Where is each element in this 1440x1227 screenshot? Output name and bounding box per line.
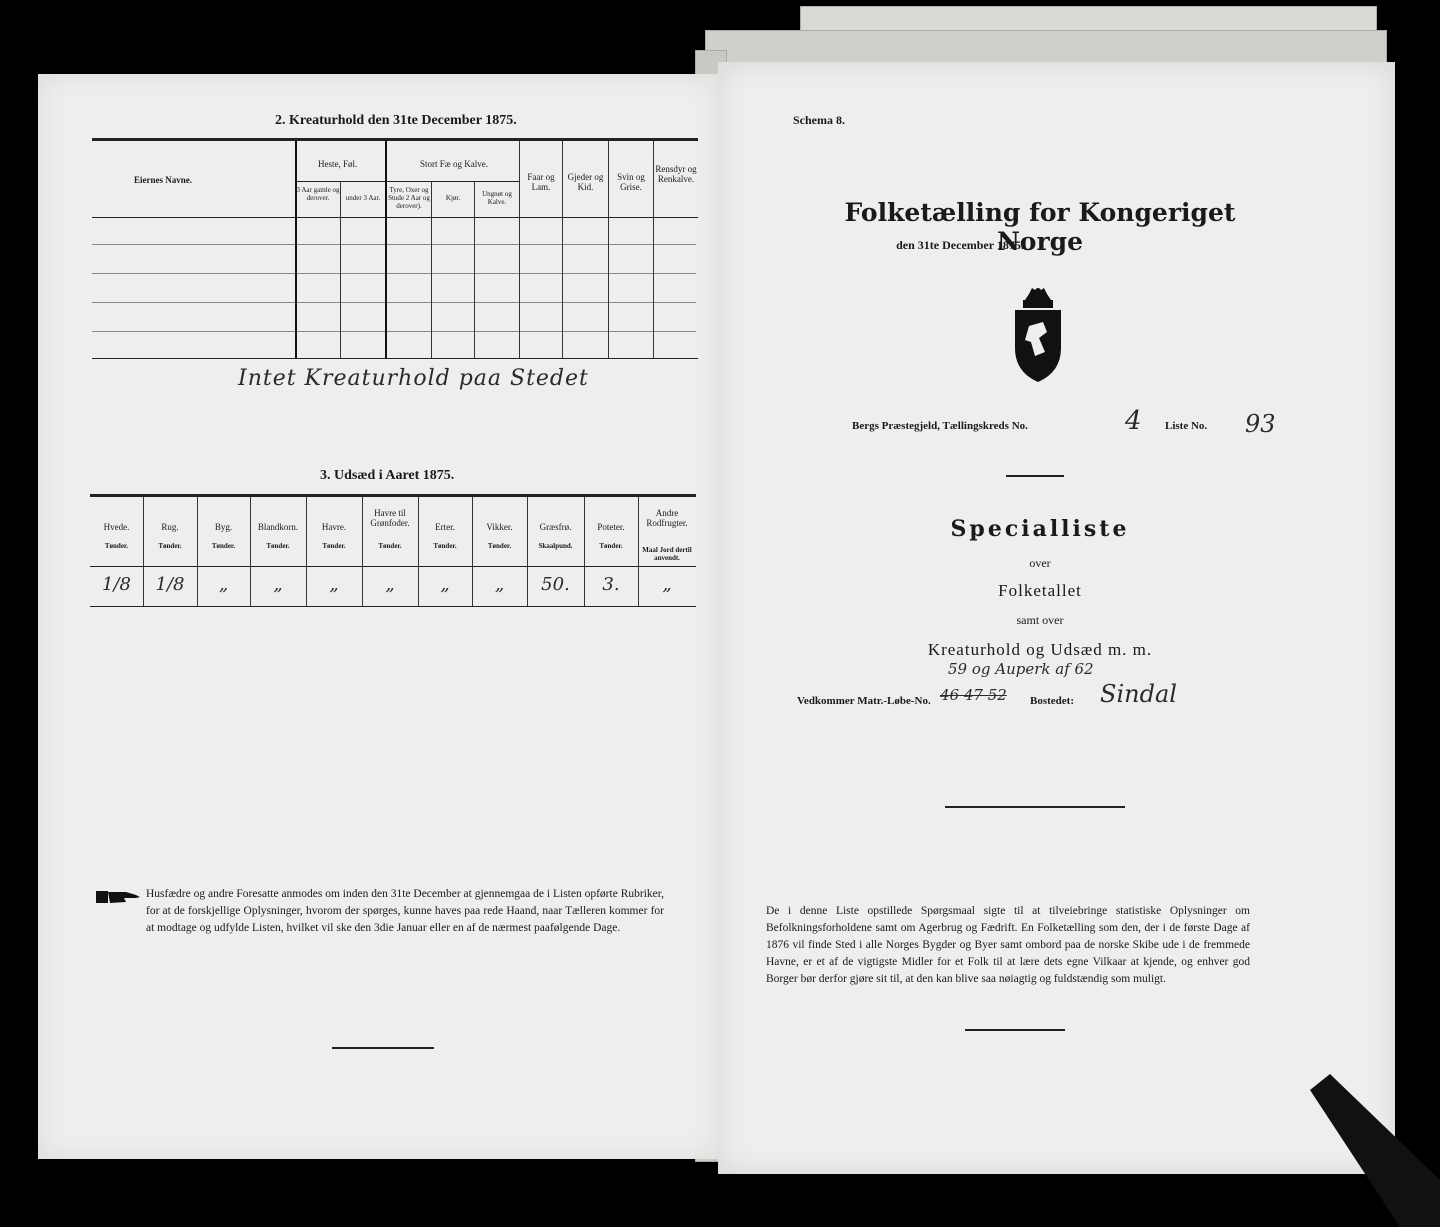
section3-col-unit: Maal Jord dertil anvendt. bbox=[642, 546, 692, 562]
col-line bbox=[519, 141, 520, 359]
section2-row-line bbox=[92, 273, 696, 274]
section3-header-rule bbox=[90, 566, 696, 567]
sheep-header: Faar og Lam. bbox=[527, 172, 555, 192]
cattle-cows-header: Kjør. bbox=[445, 194, 461, 202]
section3-col-unit: Tønder. bbox=[158, 542, 182, 550]
list-number: 93 bbox=[1245, 410, 1276, 438]
bostedet-label: Bostedet: bbox=[1030, 695, 1074, 707]
census-title: Folketælling for Kongeriget Norge bbox=[844, 198, 1236, 256]
notice-text: Husfædre og andre Foresatte anmodes om inden den 31te December at gjennemgaa de i Listen opførte Rubriker, for at de forskjellige Oplysninger, hvorom der spørges, kunne haves paa rede Haand, naar Tælleren kommer for at modtage og udfylde Listen, hvilket vil ske den 3die Januar eller en af de nærmest paafølgende Dage. bbox=[146, 888, 664, 934]
section3-value-cell: „ bbox=[218, 574, 229, 595]
section3-col-unit: Tønder. bbox=[104, 542, 129, 550]
section3-bottom-rule bbox=[90, 606, 696, 607]
schema-label: Schema 8. bbox=[793, 113, 845, 127]
norwegian-crest-icon bbox=[999, 286, 1077, 386]
col-line bbox=[295, 141, 297, 359]
section3-col-unit: Skaalpund. bbox=[538, 542, 573, 550]
bostedet-value: Sindal bbox=[1100, 680, 1177, 708]
section3-col-header: Havre til Grønfoder. bbox=[370, 508, 410, 528]
section3-col-header: Græsfrø. bbox=[539, 522, 572, 532]
cattle-group-header: Stort Fæ og Kalve. bbox=[420, 159, 489, 169]
section2-row-line bbox=[92, 302, 696, 303]
section3-top-rule bbox=[90, 494, 696, 497]
samt-over-text: samt over bbox=[1016, 613, 1064, 627]
section3-col-header: Blandkorn. bbox=[257, 522, 299, 532]
matr-value: 46 47 52 bbox=[940, 686, 1007, 704]
left-page-end-rule bbox=[332, 1047, 434, 1049]
section3-col-header: Havre. bbox=[321, 522, 347, 532]
section3-value-cell: 50. bbox=[541, 574, 570, 595]
section3-title: 3. Udsæd i Aaret 1875. bbox=[320, 468, 455, 483]
col-line bbox=[385, 141, 387, 359]
reindeer-header: Rensdyr og Renkalve. bbox=[655, 164, 697, 184]
header-sub-rule-1 bbox=[296, 181, 520, 182]
section3-value-cell: „ bbox=[662, 574, 672, 595]
tab-marker bbox=[1290, 1060, 1440, 1227]
census-subtitle: den 31te December 1875. bbox=[896, 238, 1024, 252]
cattle-bulls-header: Tyre, Oxer og Stude 2 Aar og derover). bbox=[388, 186, 430, 210]
bottom-info-text: De i denne Liste opstillede Spørgsmaal sigte til at tilveiebringe statistiske Oplysninger om Befolkningsforholdene samt om Agerbrug og Fædrift. En Folketælling som den, der i de første Dage af 1876 vil finde Sted i alle Norges Bygder og Byer samt ombord paa de norske Skibe ude i de fremmede Havne, er et af de vigtigste Midler for et Folk til at lære dets egne Vilkaar at kjende, og enhver god Borger bør derfor gjøre sit til, at den kan blive saa nøiagtig og fuldstændig som muligt. bbox=[766, 905, 1250, 985]
section3-col-header: Erter. bbox=[435, 522, 455, 532]
over-text-1: over bbox=[1029, 556, 1051, 570]
col-line bbox=[431, 181, 432, 359]
section3-col-unit: Tønder. bbox=[433, 542, 457, 550]
section3-col-unit: Tønder. bbox=[378, 542, 402, 550]
district-number: 4 bbox=[1125, 406, 1142, 436]
horses-under3-header: under 3 Aar. bbox=[345, 194, 381, 202]
section2-row-line bbox=[92, 331, 696, 332]
section3-col-header: Poteter. bbox=[597, 522, 625, 532]
col-line bbox=[653, 141, 654, 359]
list-label: Liste No. bbox=[1165, 420, 1208, 432]
section3-col-unit: Tønder. bbox=[322, 542, 346, 550]
section3-value-cell: „ bbox=[329, 574, 339, 595]
kreaturhold-text: Kreaturhold og Udsæd m. m. bbox=[927, 640, 1153, 659]
left-page bbox=[38, 74, 720, 1159]
matr-handwritten-note: 59 og Auperk af 62 bbox=[948, 660, 1094, 678]
col-line bbox=[562, 141, 563, 359]
title-divider bbox=[1006, 475, 1064, 477]
special-list-title: Specialliste bbox=[950, 516, 1130, 542]
pointing-hand-icon bbox=[96, 888, 140, 906]
cattle-young-header: Ungnøt og Kalve. bbox=[482, 190, 512, 206]
col-line bbox=[340, 181, 341, 359]
section3-value-cell: 3. bbox=[602, 574, 620, 595]
matr-label: Vedkommer Matr.-Løbe-No. bbox=[797, 695, 931, 707]
section2-row-line bbox=[92, 244, 696, 245]
section3-value-cell: „ bbox=[385, 574, 395, 595]
col-line bbox=[608, 141, 609, 359]
mid-divider bbox=[945, 806, 1125, 808]
folketallet-text: Folketallet bbox=[998, 581, 1082, 600]
section3-col-unit: Tønder. bbox=[211, 542, 236, 550]
pigs-header: Svin og Grise. bbox=[617, 172, 645, 192]
section3-col-header: Byg. bbox=[214, 522, 233, 532]
section3-col-unit: Tønder. bbox=[266, 542, 290, 550]
owner-name-header: Eiernes Navne. bbox=[134, 175, 192, 185]
horses-3yr-header: 3 Aar gamle og derover. bbox=[296, 186, 340, 202]
section3-value-cell: „ bbox=[273, 574, 283, 595]
section3-col-header: Andre Rodfrugter. bbox=[646, 508, 688, 528]
section3-value-cell: 1/8 bbox=[155, 574, 185, 595]
section3-value-cell: „ bbox=[494, 574, 505, 595]
goats-header: Gjeder og Kid. bbox=[567, 172, 604, 192]
section3-col-unit: Tønder. bbox=[487, 542, 512, 550]
section3-col-header: Hvede. bbox=[103, 522, 130, 532]
section2-handwritten-note: Intet Kreaturhold paa Stedet bbox=[238, 366, 589, 391]
section2-title: 2. Kreaturhold den 31te December 1875. bbox=[275, 113, 517, 128]
section3-col-header: Rug. bbox=[161, 522, 179, 532]
section3-value-cell: „ bbox=[440, 574, 450, 595]
col-line bbox=[474, 181, 475, 359]
horses-group-header: Heste, Føl. bbox=[318, 159, 358, 169]
section3-col-header: Vikker. bbox=[486, 522, 513, 532]
right-page-end-rule bbox=[965, 1029, 1065, 1031]
section3-value-cell: 1/8 bbox=[102, 574, 131, 595]
section3-col-unit: Tønder. bbox=[599, 542, 623, 550]
parish-label: Bergs Præstegjeld, Tællingskreds No. bbox=[852, 420, 1028, 432]
